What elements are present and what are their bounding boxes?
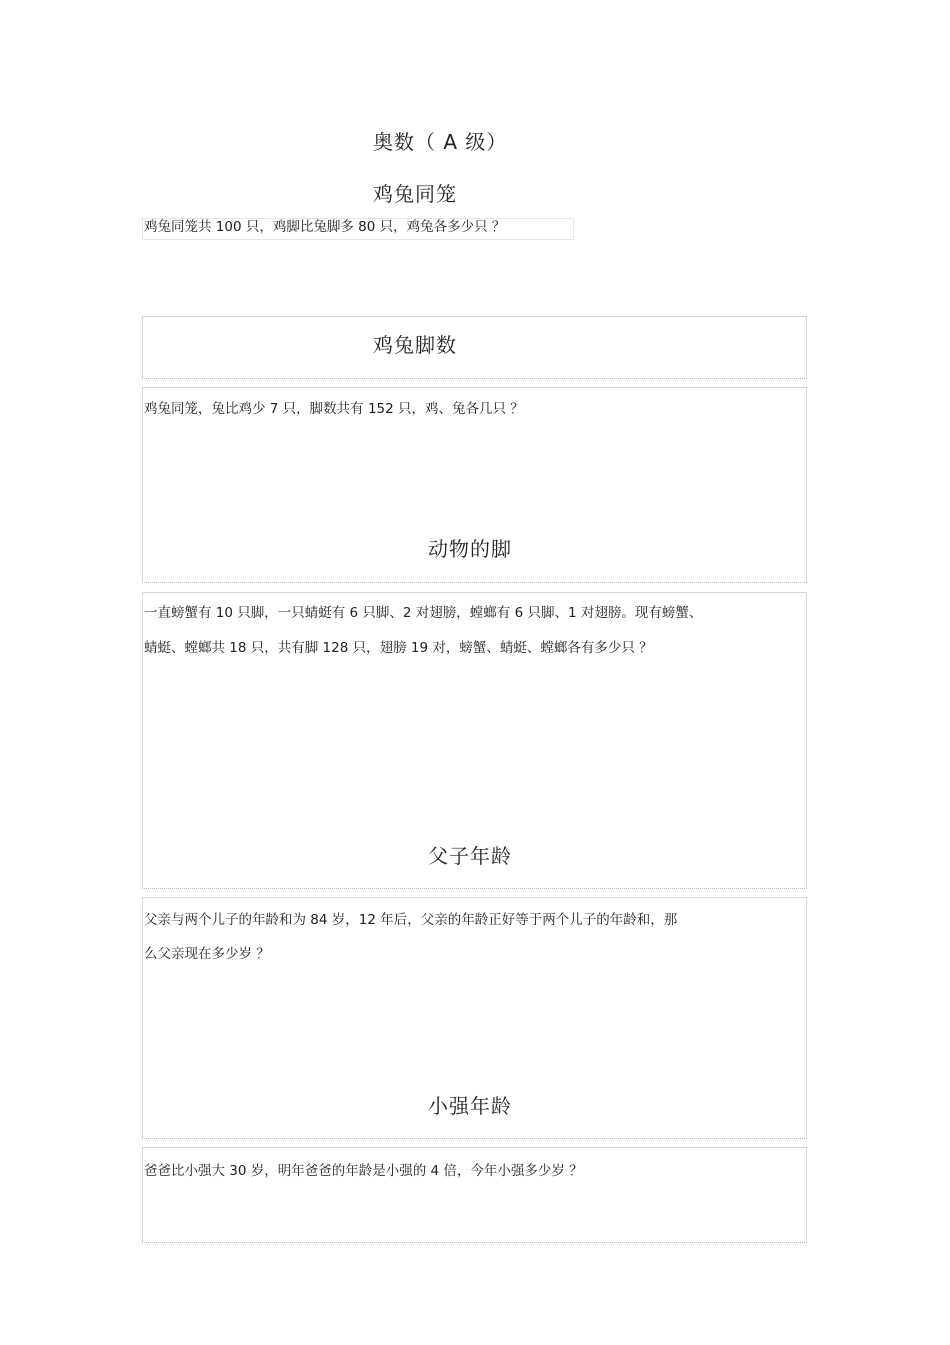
question-3-line-1: 一直螃蟹有 10 只脚，一只蜻蜓有 6 只脚、2 对翅膀，螳螂有 6 只脚、1 对翅膀。现有螃蟹、 [144, 605, 703, 621]
section-heading-2: 鸡兔脚数 [373, 333, 457, 357]
question-5: 爸爸比小强大 30 岁，明年爸爸的年龄是小强的 4 倍，今年小强多少岁 ？ [144, 1163, 583, 1179]
question-2: 鸡兔同笼，兔比鸡少 7 只，脚数共有 152 只，鸡、兔各几只 ？ [144, 401, 524, 417]
section-heading-3: 动物的脚 [428, 537, 512, 561]
heading-box-2 [142, 316, 807, 379]
question-4-line-2: 么父亲现在多少岁 ？ [144, 946, 270, 962]
question-1: 鸡兔同笼共 100 只，鸡脚比兔脚多 80 只，鸡兔各多少只 ？ [144, 219, 506, 235]
page-title: 奥数（ A 级） [373, 130, 508, 154]
section-heading-1: 鸡兔同笼 [373, 182, 457, 206]
question-3-line-2: 蜻蜓、螳螂共 18 只，共有脚 128 只，翅膀 19 对，螃蟹、蜻蜓、螳螂各有多少只 ？ [144, 640, 653, 656]
section-heading-4: 父子年龄 [428, 844, 512, 868]
question-4-line-1: 父亲与两个儿子的年龄和为 84 岁，12 年后，父亲的年龄正好等于两个儿子的年龄和，那 [144, 912, 678, 928]
section-heading-5: 小强年龄 [428, 1094, 512, 1118]
